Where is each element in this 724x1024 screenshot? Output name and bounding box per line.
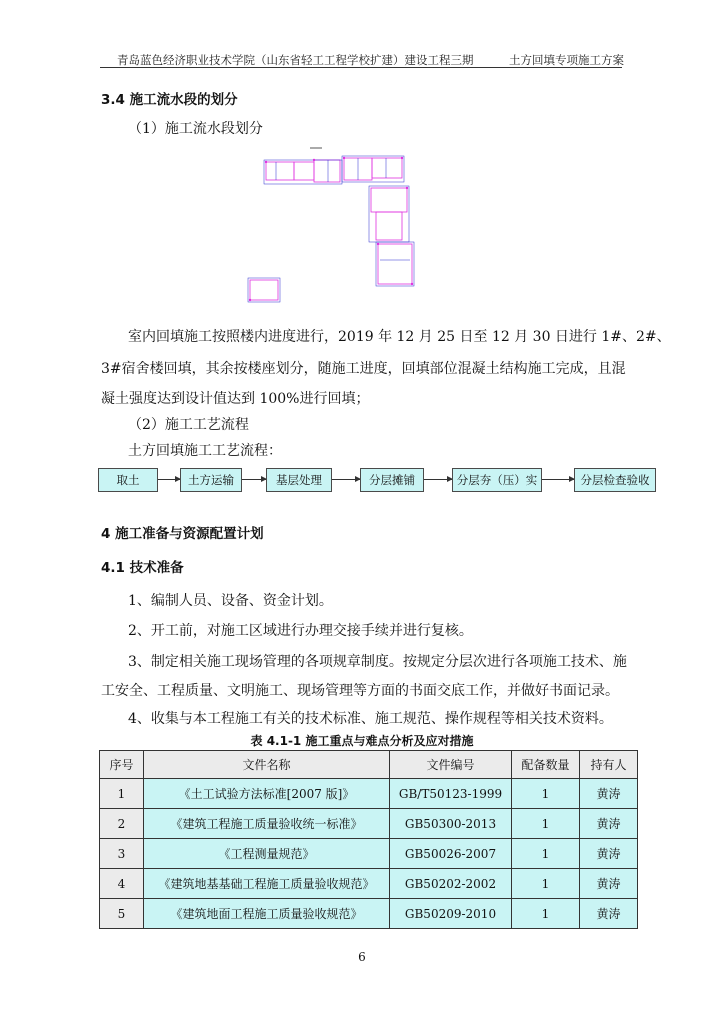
row-doc-code: GB50026-2007 (390, 839, 512, 869)
table-row (100, 809, 638, 839)
row-doc-code: GB/T50123-1999 (390, 779, 512, 809)
table-row (100, 899, 638, 929)
flow-step-1: 取土 (98, 468, 158, 492)
paragraph-line-1: 室内回填施工按照楼内进度进行，2019 年 12 月 25 日至 12 月 30 日进行 1#、2#、 (128, 329, 671, 345)
prep-item-2: 2、开工前，对施工区域进行办理交接手续并进行复核。 (128, 623, 473, 639)
header-right: 土方回填专项施工方案 (509, 53, 624, 67)
row-index: 1 (100, 779, 144, 809)
section-4-title: 4 施工准备与资源配置计划 (101, 526, 264, 542)
row-index: 4 (100, 869, 144, 899)
header-quantity: 配备数量 (512, 751, 580, 779)
row-doc-name: 《土工试验方法标准[2007 版]》 (144, 779, 390, 809)
section-3-4-title: 3.4 施工流水段的划分 (101, 92, 238, 108)
row-quantity: 1 (512, 779, 580, 809)
row-doc-code: GB50300-2013 (390, 809, 512, 839)
flow-arrow-1 (158, 479, 180, 480)
table-caption: 表 4.1-1 施工重点与难点分析及应对措施 (250, 734, 474, 748)
flow-arrow-5 (542, 479, 574, 480)
row-quantity: 1 (512, 899, 580, 929)
subsection-2-title: （2）施工工艺流程 (128, 417, 249, 433)
row-index: 3 (100, 839, 144, 869)
prep-item-1: 1、编制人员、设备、资金计划。 (128, 593, 333, 609)
prep-item-3-line-1: 3、制定相关施工现场管理的各项规章制度。按规定分层次进行各项施工技术、施 (128, 654, 627, 670)
header-left: 青岛蓝色经济职业技术学院（山东省轻工工程学校扩建）建设工程三期 (117, 53, 474, 67)
site-plan-drawing (240, 140, 440, 310)
row-holder: 黄涛 (580, 899, 638, 929)
table-row (100, 839, 638, 869)
flow-step-2: 土方运输 (180, 468, 242, 492)
row-quantity: 1 (512, 839, 580, 869)
row-index: 2 (100, 809, 144, 839)
documents-table (99, 750, 638, 929)
flow-step-5: 分层夯（压）实 (452, 468, 542, 492)
section-4-1-title: 4.1 技术准备 (101, 560, 184, 576)
row-doc-code: GB50209-2010 (390, 899, 512, 929)
row-holder: 黄涛 (580, 779, 638, 809)
row-doc-name: 《工程测量规范》 (144, 839, 390, 869)
flow-arrow-3 (332, 479, 360, 480)
row-index: 5 (100, 899, 144, 929)
row-doc-code: GB50202-2002 (390, 869, 512, 899)
flow-step-3: 基层处理 (266, 468, 332, 492)
table-header-row (100, 751, 638, 779)
prep-item-3-line-2: 工安全、工程质量、文明施工、现场管理等方面的书面交底工作，并做好书面记录。 (101, 683, 619, 699)
row-doc-name: 《建筑地基基础工程施工质量验收规范》 (144, 869, 390, 899)
row-holder: 黄涛 (580, 809, 638, 839)
page-number: 6 (358, 950, 366, 964)
row-doc-name: 《建筑地面工程施工质量验收规范》 (144, 899, 390, 929)
header-doc-code: 文件编号 (390, 751, 512, 779)
header-holder: 持有人 (580, 751, 638, 779)
header-rule (100, 67, 622, 68)
row-holder: 黄涛 (580, 869, 638, 899)
row-doc-name: 《建筑工程施工质量验收统一标准》 (144, 809, 390, 839)
prep-item-4: 4、收集与本工程施工有关的技术标准、施工规范、操作规程等相关技术资料。 (128, 711, 613, 727)
table-row (100, 779, 638, 809)
row-quantity: 1 (512, 869, 580, 899)
table-row (100, 869, 638, 899)
flow-step-6: 分层检查验收 (574, 468, 656, 492)
row-quantity: 1 (512, 809, 580, 839)
header-doc-name: 文件名称 (144, 751, 390, 779)
flow-arrow-4 (424, 479, 452, 480)
flow-arrow-2 (242, 479, 266, 480)
paragraph-line-3: 凝土强度达到设计值达到 100%进行回填； (101, 391, 370, 407)
paragraph-line-2: 3#宿舍楼回填，其余按楼座划分，随施工进度，回填部位混凝土结构施工完成，且混 (101, 361, 626, 377)
header-index: 序号 (100, 751, 144, 779)
flow-intro: 土方回填施工工艺流程： (128, 443, 282, 459)
row-holder: 黄涛 (580, 839, 638, 869)
flow-step-4: 分层摊铺 (360, 468, 424, 492)
subsection-1-title: （1）施工流水段划分 (128, 121, 263, 137)
